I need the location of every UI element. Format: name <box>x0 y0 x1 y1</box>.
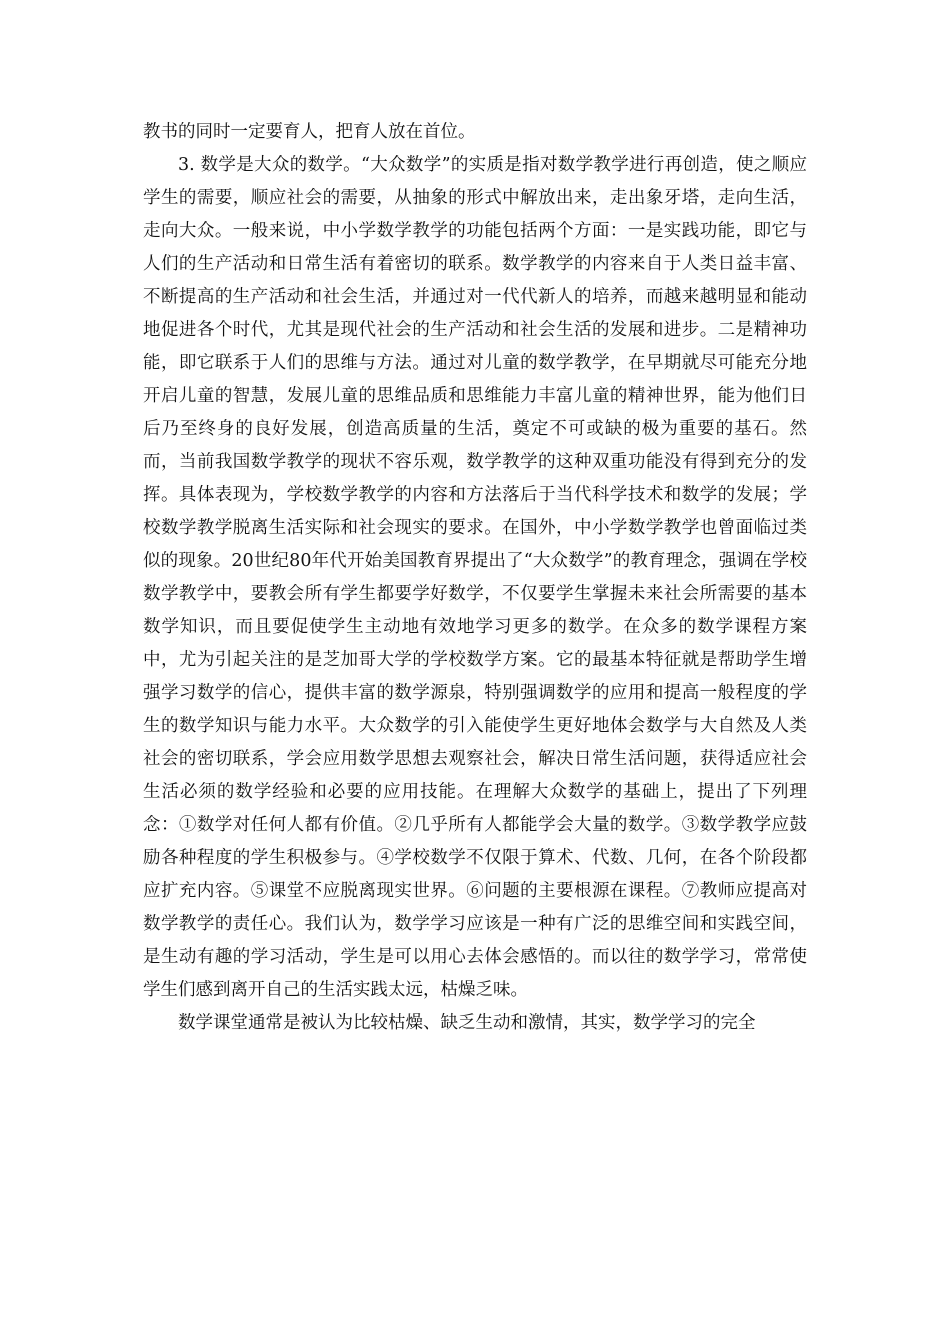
paragraph-continuation: 教书的同时一定要育人，把育人放在首位。 <box>143 122 476 142</box>
paragraph-popular-mathematics: 3. 数学是大众的数学。“大众数学”的实质是指对数学教学进行再创造，使之顺应学生的需要，顺应社会的需要，从抽象的形式中解放出来，走出象牙塔，走向生活，走向大众。一般来说，中小学数学教学的功能包括两个方面：一是实践功能，即它与人们的生产活动和日常生活有着密切的联系。数学教学的内容来自于人类日益丰富、不断提高的生产活动和社会生活，并通过对一代代新人的培养，而越来越明显和能动地促进各个时代，尤其是现代社会的生产活动和社会生活的发展和进步。二是精神功能，即它联系于人们的思维与方法。通过对儿童的数学教学，在早期就尽可能充分地开启儿童的智慧，发展儿童的思维品质和思维能力丰富儿童的精神世界，能为他们日后乃至终身的良好发展，创造高质量的生活，奠定不可或缺的极为重要的基石。然而，当前我国数学教学的现状不容乐观，数学教学的这种双重功能没有得到充分的发挥。具体表现为，学校数学教学的内容和方法落后于当代科学技术和数学的发展；学校数学教学脱离生活实际和社会现实的要求。在国外，中小学数学教学也曾面临过类似的现象。20世纪80年代开始美国教育界提出了“大众数学”的教育理念，强调在学校数学教学中，要教会所有学生都要学好数学，不仅要学生掌握未来社会所需要的基本数学知识，而且要促使学生主动地有效地学习更多的数学。在众多的数学课程方案中，尤为引起关注的是芝加哥大学的学校数学方案。它的最基本特征就是帮助学生增强学习数学的信心，提供丰富的数学源泉，特别强调数学的应用和提高一般程度的学生的数学知识与能力水平。大众数学的引入能使学生更好地体会数学与大自然及人类社会的密切联系，学会应用数学思想去观察社会，解决日常生活问题，获得适应社会生活必须的数学经验和必要的应用技能。在理解大众数学的基础上，提出了下列理念：①数学对任何人都有价值。②几乎所有人都能学会大量的数学。③数学教学应鼓励各种程度的学生积极参与。④学校数学不仅限于算术、代数、几何，在各个阶段都应扩充内容。⑤课堂不应脱离现实世界。⑥问题的主要根源在课程。⑦教师应提高对数学教学的责任心。我们认为，数学学习应该是一种有广泛的思维空间和实践空间，是生动有趣的学习活动，学生是可以用心去体会感悟的。而以往的数学学习，常常使学生们感到离开自己的生活实践太远，枯燥乏味。 <box>143 155 807 1000</box>
document-page <box>143 116 807 1040</box>
paragraph-classroom: 数学课堂通常是被认为比较枯燥、缺乏生动和激情，其实，数学学习的完全 <box>178 1013 756 1033</box>
